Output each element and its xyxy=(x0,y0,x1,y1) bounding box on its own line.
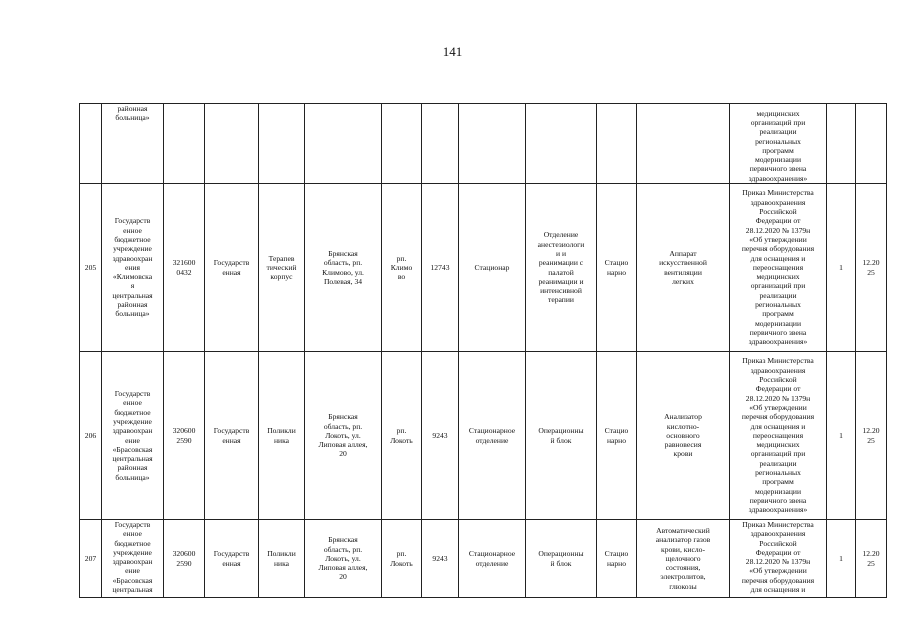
locality-cell: рп. Локоть xyxy=(382,520,422,598)
address-cell: Брянская область, рп. Локоть, ул. Липовая аллея, 20 xyxy=(305,352,382,520)
quantity-cell: 1 xyxy=(827,184,856,352)
address-cell: Брянская область, рп. Локоть, ул. Липовая аллея, 20 xyxy=(305,520,382,598)
building-cell: Поликли ника xyxy=(259,352,305,520)
institution-cell: Государств енное бюджетное учреждение здравоохран ение «Брасовская центральная xyxy=(102,520,164,598)
address-cell: Брянская область, рп. Климово, ул. Полевая, 34 xyxy=(305,184,382,352)
table-row xyxy=(80,184,887,352)
page-number: 141 xyxy=(442,44,463,59)
population-cell: 9243 xyxy=(422,520,459,598)
care-form-cell: Стацио нарно xyxy=(597,352,637,520)
equipment-cell: Анализатор кислотно- основного равновесия крови xyxy=(637,352,730,520)
row-number-cell xyxy=(80,104,102,184)
institution-cell: районная больница» xyxy=(102,104,164,184)
institution-cell: Государств енное бюджетное учреждение здравоохран ение «Брасовская центральная районная больница» xyxy=(102,352,164,520)
quantity-cell: 1 xyxy=(827,520,856,598)
care-type-cell: Стационарное отделение xyxy=(459,520,526,598)
table-row xyxy=(80,104,887,184)
building-cell xyxy=(259,104,305,184)
date-cell xyxy=(856,104,887,184)
care-form-cell xyxy=(597,104,637,184)
equipment-cell: Автоматический анализатор газов крови, кисло- щелочного состояния, электролитов, глюкозы xyxy=(637,520,730,598)
care-form-cell: Стацио нарно xyxy=(597,520,637,598)
ownership-cell: Государств енная xyxy=(205,352,259,520)
equipment-cell xyxy=(637,104,730,184)
department-cell: Операционны й блок xyxy=(526,352,597,520)
ownership-cell: Государств енная xyxy=(205,520,259,598)
date-cell: 12.20 25 xyxy=(856,520,887,598)
locality-cell: рп. Климо во xyxy=(382,184,422,352)
inn-cell: 320600 2590 xyxy=(164,520,205,598)
department-cell: Отделение анестезиологи и и реанимации с палатой реанимации и интенсивной терапии xyxy=(526,184,597,352)
quantity-cell xyxy=(827,104,856,184)
care-form-cell: Стацио нарно xyxy=(597,184,637,352)
population-cell xyxy=(422,104,459,184)
population-cell: 9243 xyxy=(422,352,459,520)
inn-cell: 320600 2590 xyxy=(164,352,205,520)
locality-cell: рп. Локоть xyxy=(382,352,422,520)
address-cell xyxy=(305,104,382,184)
department-cell xyxy=(526,104,597,184)
equipment-registry-table xyxy=(79,103,887,598)
locality-cell xyxy=(382,104,422,184)
ownership-cell xyxy=(205,104,259,184)
table-row xyxy=(80,520,887,598)
basis-cell: медицинских организаций при реализации региональных программ модернизации первичного звена здравоохранения» xyxy=(730,104,827,184)
quantity-cell: 1 xyxy=(827,352,856,520)
building-cell: Поликли ника xyxy=(259,520,305,598)
care-type-cell xyxy=(459,104,526,184)
inn-cell: 321600 0432 xyxy=(164,184,205,352)
care-type-cell: Стационар xyxy=(459,184,526,352)
row-number-cell: 207 xyxy=(80,520,102,598)
date-cell: 12.20 25 xyxy=(856,352,887,520)
row-number-cell: 206 xyxy=(80,352,102,520)
table-row xyxy=(80,352,887,520)
basis-cell: Приказ Министерства здравоохранения Российской Федерации от 28.12.2020 № 1379н «Об утверждении перечня оборудования для оснащения и xyxy=(730,520,827,598)
institution-cell: Государств енное бюджетное учреждение здравоохран ения «Климовска я центральная районная больница» xyxy=(102,184,164,352)
care-type-cell: Стационарное отделение xyxy=(459,352,526,520)
building-cell: Терапев тический корпус xyxy=(259,184,305,352)
inn-cell xyxy=(164,104,205,184)
ownership-cell: Государств енная xyxy=(205,184,259,352)
basis-cell: Приказ Министерства здравоохранения Российской Федерации от 28.12.2020 № 1379н «Об утверждении перечня оборудования для оснащения и переоснащения медицинских организаций при реализации региональных программ модернизации первичного звена здравоохранения» xyxy=(730,352,827,520)
population-cell: 12743 xyxy=(422,184,459,352)
equipment-cell: Аппарат искусственной вентиляции легких xyxy=(637,184,730,352)
basis-cell: Приказ Министерства здравоохранения Российской Федерации от 28.12.2020 № 1379н «Об утверждении перечня оборудования для оснащения и переоснащения медицинских организаций при реализации региональных программ модернизации первичного звена здравоохранения» xyxy=(730,184,827,352)
row-number-cell: 205 xyxy=(80,184,102,352)
department-cell: Операционны й блок xyxy=(526,520,597,598)
date-cell: 12.20 25 xyxy=(856,184,887,352)
